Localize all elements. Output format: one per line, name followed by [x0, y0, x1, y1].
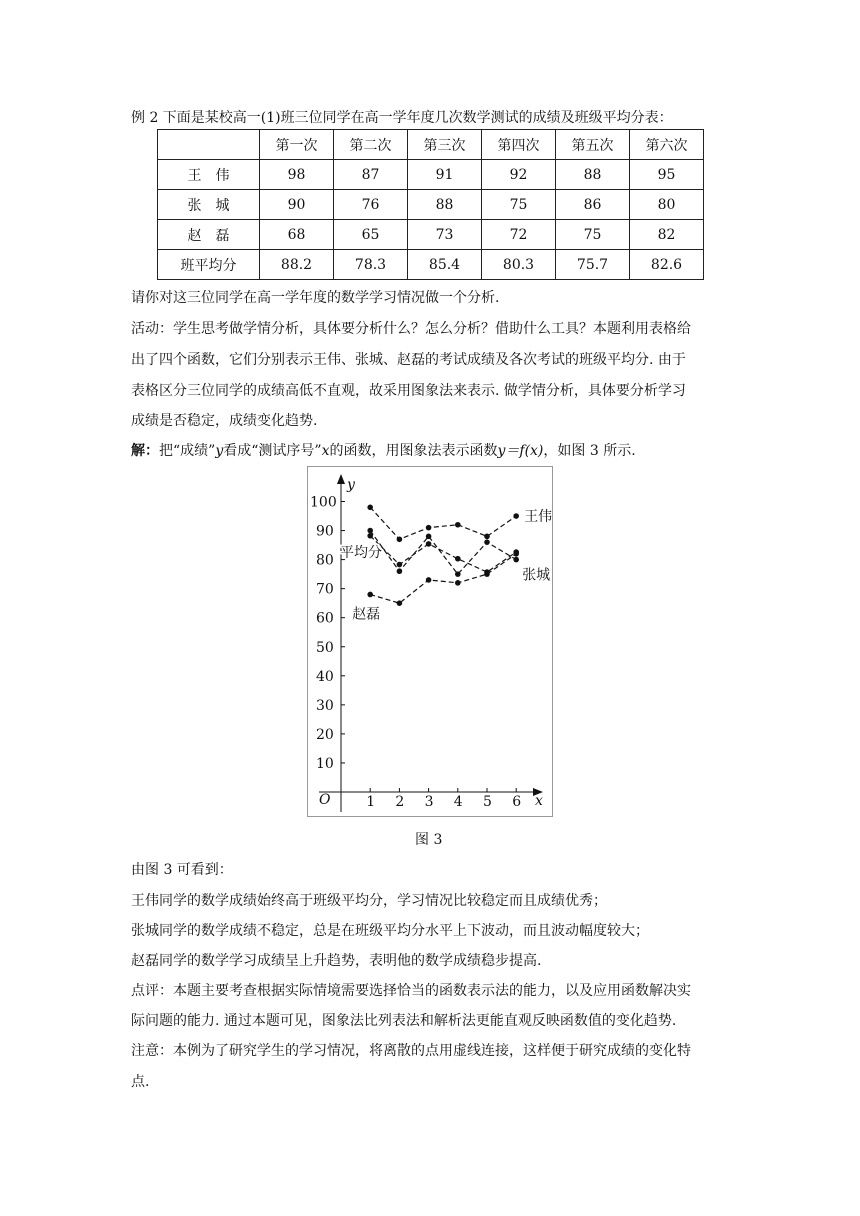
- y-tick-label: 40: [316, 668, 334, 685]
- table-cell: 80: [630, 190, 704, 220]
- comment-line: 际问题的能力. 通过本题可见，图象法比列表法和解析法更能直观反映函数值的变化趋势.: [131, 1013, 677, 1029]
- solution-text: 的函数，用图象法表示函数: [329, 443, 498, 459]
- score-table: [157, 129, 704, 280]
- data-point: [513, 557, 519, 563]
- activity-line: 成绩是否稳定，成绩变化趋势.: [131, 413, 318, 429]
- solution-line: [131, 440, 636, 460]
- activity-line: 表格区分三位同学的成绩高低不直观，故采用图象法来表示. 做学情分析，具体要分析学习: [131, 383, 686, 399]
- function-notation: y＝f(x): [497, 443, 544, 459]
- table-cell: 85.4: [408, 250, 482, 280]
- intro-text: 例 2 下面是某校高一(1)班三位同学在高一学年度几次数学测试的成绩及班级平均分表：: [131, 110, 673, 126]
- x-tick-label: 2: [395, 794, 405, 810]
- data-point: [455, 571, 461, 577]
- data-point: [397, 568, 403, 574]
- x-axis-label: x: [535, 793, 543, 809]
- data-point: [426, 525, 432, 531]
- series-line-0: [370, 507, 516, 539]
- y-tick-label: 10: [316, 755, 334, 772]
- table-cell: 90: [260, 190, 334, 220]
- origin-label: O: [319, 792, 331, 808]
- table-header-cell: 第一次: [260, 130, 334, 160]
- class-average-label: 班平均分: [158, 250, 260, 280]
- table-header-row: [158, 130, 704, 160]
- table-cell: 88: [556, 160, 630, 190]
- data-point: [426, 541, 432, 547]
- data-point: [397, 562, 403, 568]
- table-row: [158, 250, 704, 280]
- series-label-wang: 王伟: [524, 509, 553, 526]
- table-cell: 82.6: [630, 250, 704, 280]
- solution-label: 解：: [131, 443, 159, 459]
- series-label-average: 平均分: [340, 544, 382, 561]
- table-cell: 92: [482, 160, 556, 190]
- student-name: 赵 磊: [158, 220, 260, 250]
- series-line-2: [370, 554, 516, 603]
- y-axis-label: y: [347, 477, 355, 493]
- table-header-cell: 第四次: [482, 130, 556, 160]
- question-text: 请你对这三位同学在高一学年度的数学学习情况做一个分析.: [131, 290, 500, 306]
- table-cell: 80.3: [482, 250, 556, 280]
- student-name: 张 城: [158, 190, 260, 220]
- table-cell: 95: [630, 160, 704, 190]
- y-tick-label: 60: [316, 610, 334, 627]
- solution-text: 看成“测试序号”: [223, 443, 322, 459]
- table-row: [158, 220, 704, 250]
- y-tick-label: 50: [316, 639, 334, 656]
- y-axis-arrow: [337, 474, 345, 484]
- y-tick-label: 20: [316, 726, 334, 743]
- y-tick-label: 70: [316, 581, 334, 598]
- activity-line: 出了四个函数，它们分别表示王伟、张城、赵磊的考试成绩及各次考试的班级平均分. 由于: [131, 352, 686, 368]
- x-tick-label: 5: [483, 794, 492, 810]
- note-line: 注意：本例为了研究学生的学习情况，将离散的点用虚线连接，这样便于研究成绩的变化特: [131, 1043, 691, 1059]
- table-cell: 65: [334, 220, 408, 250]
- data-point: [455, 580, 461, 586]
- y-tick-label: 30: [316, 697, 334, 714]
- table-header-cell: 第五次: [556, 130, 630, 160]
- table-cell: 82: [630, 220, 704, 250]
- data-point: [367, 528, 373, 534]
- data-point: [397, 536, 403, 542]
- data-point: [397, 600, 403, 606]
- data-point: [367, 533, 373, 539]
- table-header-cell: 第六次: [630, 130, 704, 160]
- x-tick-label: 4: [453, 794, 463, 810]
- table-row: [158, 160, 704, 190]
- x-tick-label: 3: [424, 794, 434, 810]
- conclusion-line: 赵磊同学的数学学习成绩呈上升趋势，表明他的数学成绩稳步提高.: [131, 953, 542, 969]
- score-line-chart: [307, 466, 553, 817]
- x-tick-label: 6: [512, 794, 522, 810]
- comment-line: 点评：本题主要考查根据实际情境需要选择恰当的函数表示法的能力，以及应用函数解决实: [131, 983, 691, 999]
- x-tick-label: 1: [366, 794, 376, 810]
- table-cell: 75: [556, 220, 630, 250]
- table-cell: 72: [482, 220, 556, 250]
- series-line-1: [370, 531, 516, 575]
- conclusion-line: 张城同学的数学成绩不稳定，总是在班级平均分水平上下波动，而且波动幅度较大；: [131, 923, 649, 939]
- table-header-cell: 第三次: [408, 130, 482, 160]
- y-tick-label: 100: [310, 494, 337, 511]
- y-tick-label: 90: [316, 523, 334, 540]
- table-cell: 87: [334, 160, 408, 190]
- data-point: [484, 534, 490, 540]
- student-name: 王 伟: [158, 160, 260, 190]
- table-cell: 75.7: [556, 250, 630, 280]
- conclusion-line: 王伟同学的数学成绩始终高于班级平均分，学习情况比较稳定而且成绩优秀；: [131, 893, 607, 909]
- table-cell: 78.3: [334, 250, 408, 280]
- chart-frame: [308, 467, 553, 817]
- table-header-cell: [158, 130, 260, 160]
- table-cell: 91: [408, 160, 482, 190]
- table-cell: 86: [556, 190, 630, 220]
- table-cell: 68: [260, 220, 334, 250]
- table-cell: 76: [334, 190, 408, 220]
- series-line-3: [370, 536, 516, 572]
- solution-text: ，如图 3 所示.: [543, 443, 636, 459]
- table-cell: 88.2: [260, 250, 334, 280]
- figure-caption: 图 3: [415, 832, 443, 848]
- data-point: [513, 549, 519, 555]
- table-cell: 73: [408, 220, 482, 250]
- table-row: [158, 190, 704, 220]
- variable-x: x: [321, 443, 330, 459]
- series-label-zhang: 张城: [522, 567, 551, 584]
- data-point: [455, 556, 461, 562]
- data-point: [513, 513, 519, 519]
- note-line: 点.: [131, 1074, 150, 1090]
- data-point: [484, 569, 490, 575]
- variable-y: y: [215, 443, 224, 459]
- activity-line: 活动：学生思考做学情分析，具体要分析什么？怎么分析？借助什么工具？本题利用表格给: [131, 321, 691, 337]
- y-tick-label: 80: [316, 552, 334, 569]
- table-header-cell: 第二次: [334, 130, 408, 160]
- data-point: [367, 505, 373, 511]
- table-cell: 88: [408, 190, 482, 220]
- data-point: [455, 522, 461, 528]
- data-point: [367, 592, 373, 598]
- table-cell: 98: [260, 160, 334, 190]
- conclusion-line: 由图 3 可看到：: [131, 862, 233, 878]
- series-label-zhao: 赵磊: [352, 606, 381, 623]
- data-point: [484, 539, 490, 545]
- data-point: [426, 534, 432, 540]
- table-cell: 75: [482, 190, 556, 220]
- data-point: [426, 577, 432, 583]
- solution-text: 把“成绩”: [159, 443, 216, 459]
